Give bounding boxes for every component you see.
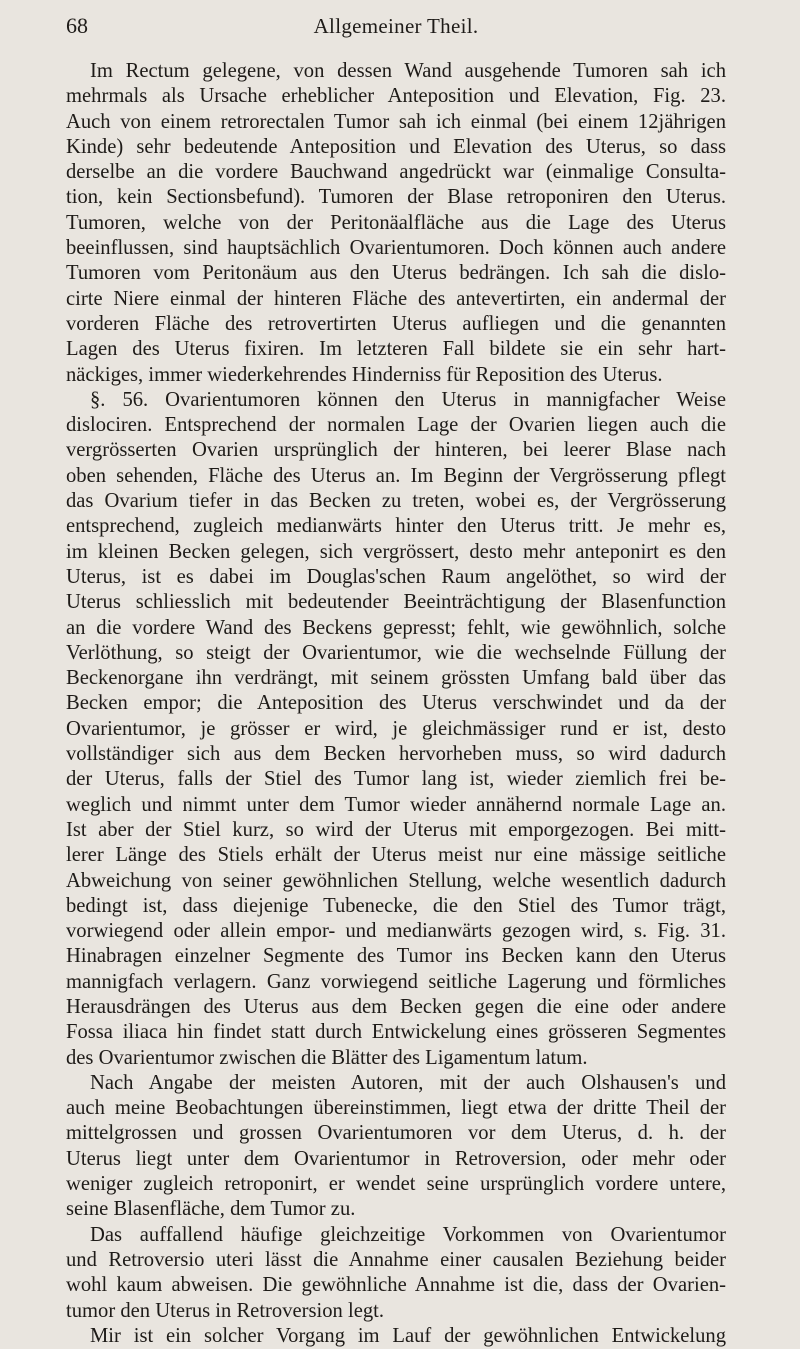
text-line: Beckenorgane ihn verdrängt, mit seinem grössten Umfang bald über das <box>66 667 726 690</box>
text-line: Mir ist ein solcher Vorgang im Lauf der gewöhnlichen Entwickelung <box>90 1324 726 1347</box>
text-line: vorwiegend oder allein empor- und medianwärts gezogen wird, s. Fig. 31. <box>66 920 726 943</box>
page-number: 68 <box>66 13 88 38</box>
text-line: weniger zugleich retroponirt, er wendet seine ursprünglich vordere untere, <box>66 1173 726 1196</box>
text-line: lerer Länge des Stiels erhält der Uterus meist nur eine mässige seitliche <box>66 844 726 867</box>
text-line: Becken empor; die Anteposition des Uterus verschwindet und da der <box>66 692 726 715</box>
text-line: mittelgrossen und grossen Ovarientumoren vor dem Uterus, d. h. der <box>66 1122 726 1145</box>
text-line: vollständiger sich aus dem Becken hervorheben muss, so wird dadurch <box>66 743 726 766</box>
text-line: tumor den Uterus in Retroversion legt. <box>66 1299 384 1322</box>
text-line: Kinde) sehr bedeutende Anteposition und Elevation des Uterus, so dass <box>66 135 726 158</box>
text-line: Uterus liegt unter dem Ovarientumor in Retroversion, oder mehr oder <box>66 1147 726 1170</box>
text-line: Ovarientumor, je grösser er wird, je gleichmässiger rund er ist, desto <box>66 717 726 740</box>
text-line: entsprechend, zugleich medianwärts hinter den Uterus tritt. Je mehr es, <box>66 515 726 538</box>
text-line: oben sehenden, Fläche des Uterus an. Im Beginn der Vergrösserung pflegt <box>66 464 726 487</box>
text-line: Uterus schliesslich mit bedeutender Beeinträchtigung der Blasenfunction <box>66 591 726 614</box>
text-line: tion, kein Sectionsbefund). Tumoren der Blase retroponiren den Uterus. <box>66 186 726 209</box>
text-line: weglich und nimmt unter dem Tumor wieder annähernd normale Lage an. <box>66 793 726 816</box>
text-line: seine Blasenfläche, dem Tumor zu. <box>66 1198 356 1221</box>
text-line: mehrmals als Ursache erheblicher Anteposition und Elevation, Fig. 23. <box>66 85 726 108</box>
text-line: im kleinen Becken gelegen, sich vergrössert, desto mehr anteponirt es den <box>66 540 726 563</box>
text-line: Im Rectum gelegene, von dessen Wand ausgehende Tumoren sah ich <box>90 60 726 82</box>
page-header <box>66 10 726 42</box>
text-line: Uterus, ist es dabei im Douglas'schen Raum angelöthet, so wird der <box>66 565 726 588</box>
text-line: Abweichung von seiner gewöhnlichen Stellung, welche wesentlich dadurch <box>66 869 726 892</box>
text-line: dislociren. Entsprechend der normalen Lage der Ovarien liegen auch die <box>66 414 726 437</box>
body-text <box>66 59 726 1349</box>
text-line: Verlöthung, so steigt der Ovarientumor, wie die wechselnde Füllung der <box>66 641 726 664</box>
text-line: Hinabragen einzelner Segmente des Tumor ins Becken kann den Uterus <box>66 945 726 968</box>
text-line: das Ovarium tiefer in das Becken zu treten, wobei es, der Vergrösserung <box>66 490 726 513</box>
text-line: an die vordere Wand des Beckens gepresst; fehlt, wie gewöhnlich, solche <box>66 616 726 639</box>
text-line: Das auffallend häufige gleichzeitige Vorkommen von Ovarientumor <box>90 1223 726 1246</box>
text-line: Herausdrängen des Uterus aus dem Becken gegen die eine oder andere <box>66 995 726 1018</box>
text-line: derselbe an die vordere Bauchwand angedrückt war (einmalige Consulta- <box>66 161 726 184</box>
text-line: mannigfach verlagern. Ganz vorwiegend seitliche Lagerung und förmliches <box>66 970 726 993</box>
text-line: Nach Angabe der meisten Autoren, mit der auch Olshausen's und <box>90 1071 726 1094</box>
text-line: Lagen des Uterus fixiren. Im letzteren Fall bildete sie ein sehr hart- <box>66 338 726 361</box>
text-line: cirte Niere einmal der hinteren Fläche des antevertirten, ein andermal der <box>66 287 726 310</box>
text-line: beeinflussen, sind hauptsächlich Ovarientumoren. Doch können auch andere <box>66 237 726 260</box>
text-line: vorderen Fläche des retrovertirten Uterus aufliegen und die genannten <box>66 312 726 335</box>
section-heading-line: §. 56. Ovarientumoren können den Uterus in mannigfacher Weise <box>90 388 726 411</box>
text-line: wohl kaum abweisen. Die gewöhnliche Annahme ist die, dass der Ovarien- <box>66 1274 726 1297</box>
running-title: Allgemeiner Theil. <box>313 14 479 38</box>
text-line: bedingt ist, dass diejenige Tubenecke, die den Stiel des Tumor trägt, <box>66 894 726 917</box>
text-line: näckiges, immer wiederkehrendes Hinderniss für Reposition des Uterus. <box>66 363 663 386</box>
text-line: der Uterus, falls der Stiel des Tumor lang ist, wieder ziemlich frei be- <box>66 768 726 791</box>
text-line: des Ovarientumor zwischen die Blätter des Ligamentum latum. <box>66 1046 588 1069</box>
text-line: Auch von einem retrorectalen Tumor sah ich einmal (bei einem 12jährigen <box>66 110 726 133</box>
text-line: auch meine Beobachtungen übereinstimmen, liegt etwa der dritte Theil der <box>66 1097 726 1120</box>
text-line: Tumoren, welche von der Peritonäalfläche aus die Lage des Uterus <box>66 211 726 234</box>
text-line: Tumoren vom Peritonäum aus den Uterus bedrängen. Ich sah die dislo- <box>66 262 726 285</box>
text-line: und Retroversio uteri lässt die Annahme einer causalen Beziehung beider <box>66 1248 726 1271</box>
text-line: Fossa iliaca hin findet statt durch Entwickelung eines grösseren Segmentes <box>66 1021 726 1044</box>
text-line: vergrösserten Ovarien ursprünglich der hinteren, bei leerer Blase nach <box>66 439 726 462</box>
text-line: Ist aber der Stiel kurz, so wird der Uterus mit emporgezogen. Bei mitt- <box>66 818 726 841</box>
